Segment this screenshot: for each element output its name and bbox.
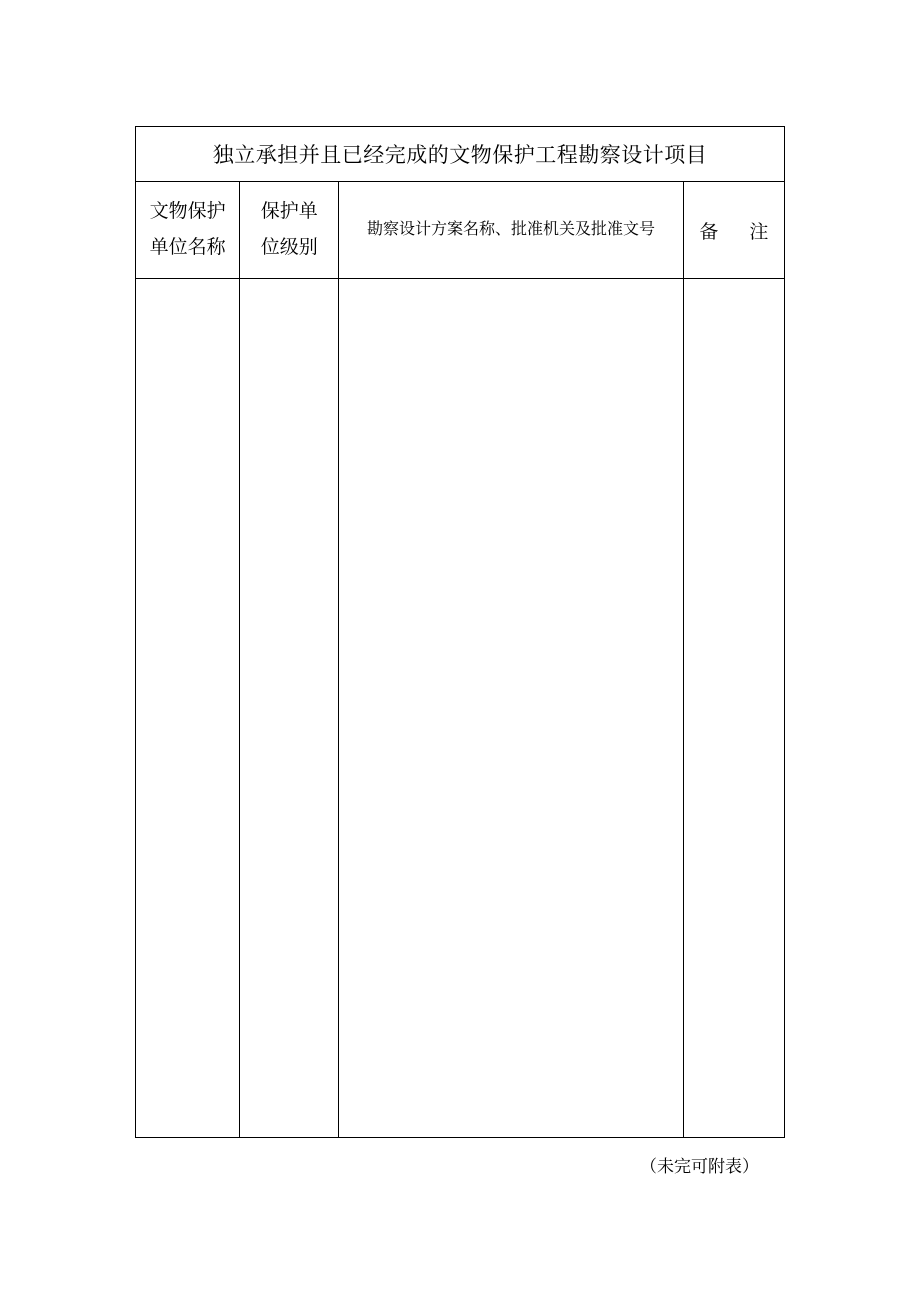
column-header-unit-name (136, 182, 240, 279)
table-header-row (136, 182, 785, 279)
column-header-unit-level-line2: 位级别 (260, 237, 318, 258)
column-header-remark: 备 注 (683, 182, 784, 279)
column-header-unit-name-line1: 文物保护 (149, 200, 226, 222)
cell-unit-level[interactable] (240, 279, 339, 1138)
cell-remark[interactable] (683, 279, 784, 1138)
cell-scheme-info[interactable] (339, 279, 684, 1138)
table-title-row (136, 127, 785, 182)
table-row (136, 279, 785, 1138)
project-table (135, 126, 785, 1138)
cell-unit-name[interactable] (136, 279, 240, 1138)
table-title: 独立承担并且已经完成的文物保护工程勘察设计项目 (136, 127, 785, 182)
column-header-unit-level (240, 182, 339, 279)
column-header-unit-name-line2: 单位名称 (149, 237, 226, 258)
column-header-scheme-info: 勘察设计方案名称、批准机关及批准文号 (339, 182, 684, 279)
table-footnote: （未完可附表） (640, 1157, 759, 1176)
column-header-unit-level-line1: 保护单 (260, 200, 318, 222)
